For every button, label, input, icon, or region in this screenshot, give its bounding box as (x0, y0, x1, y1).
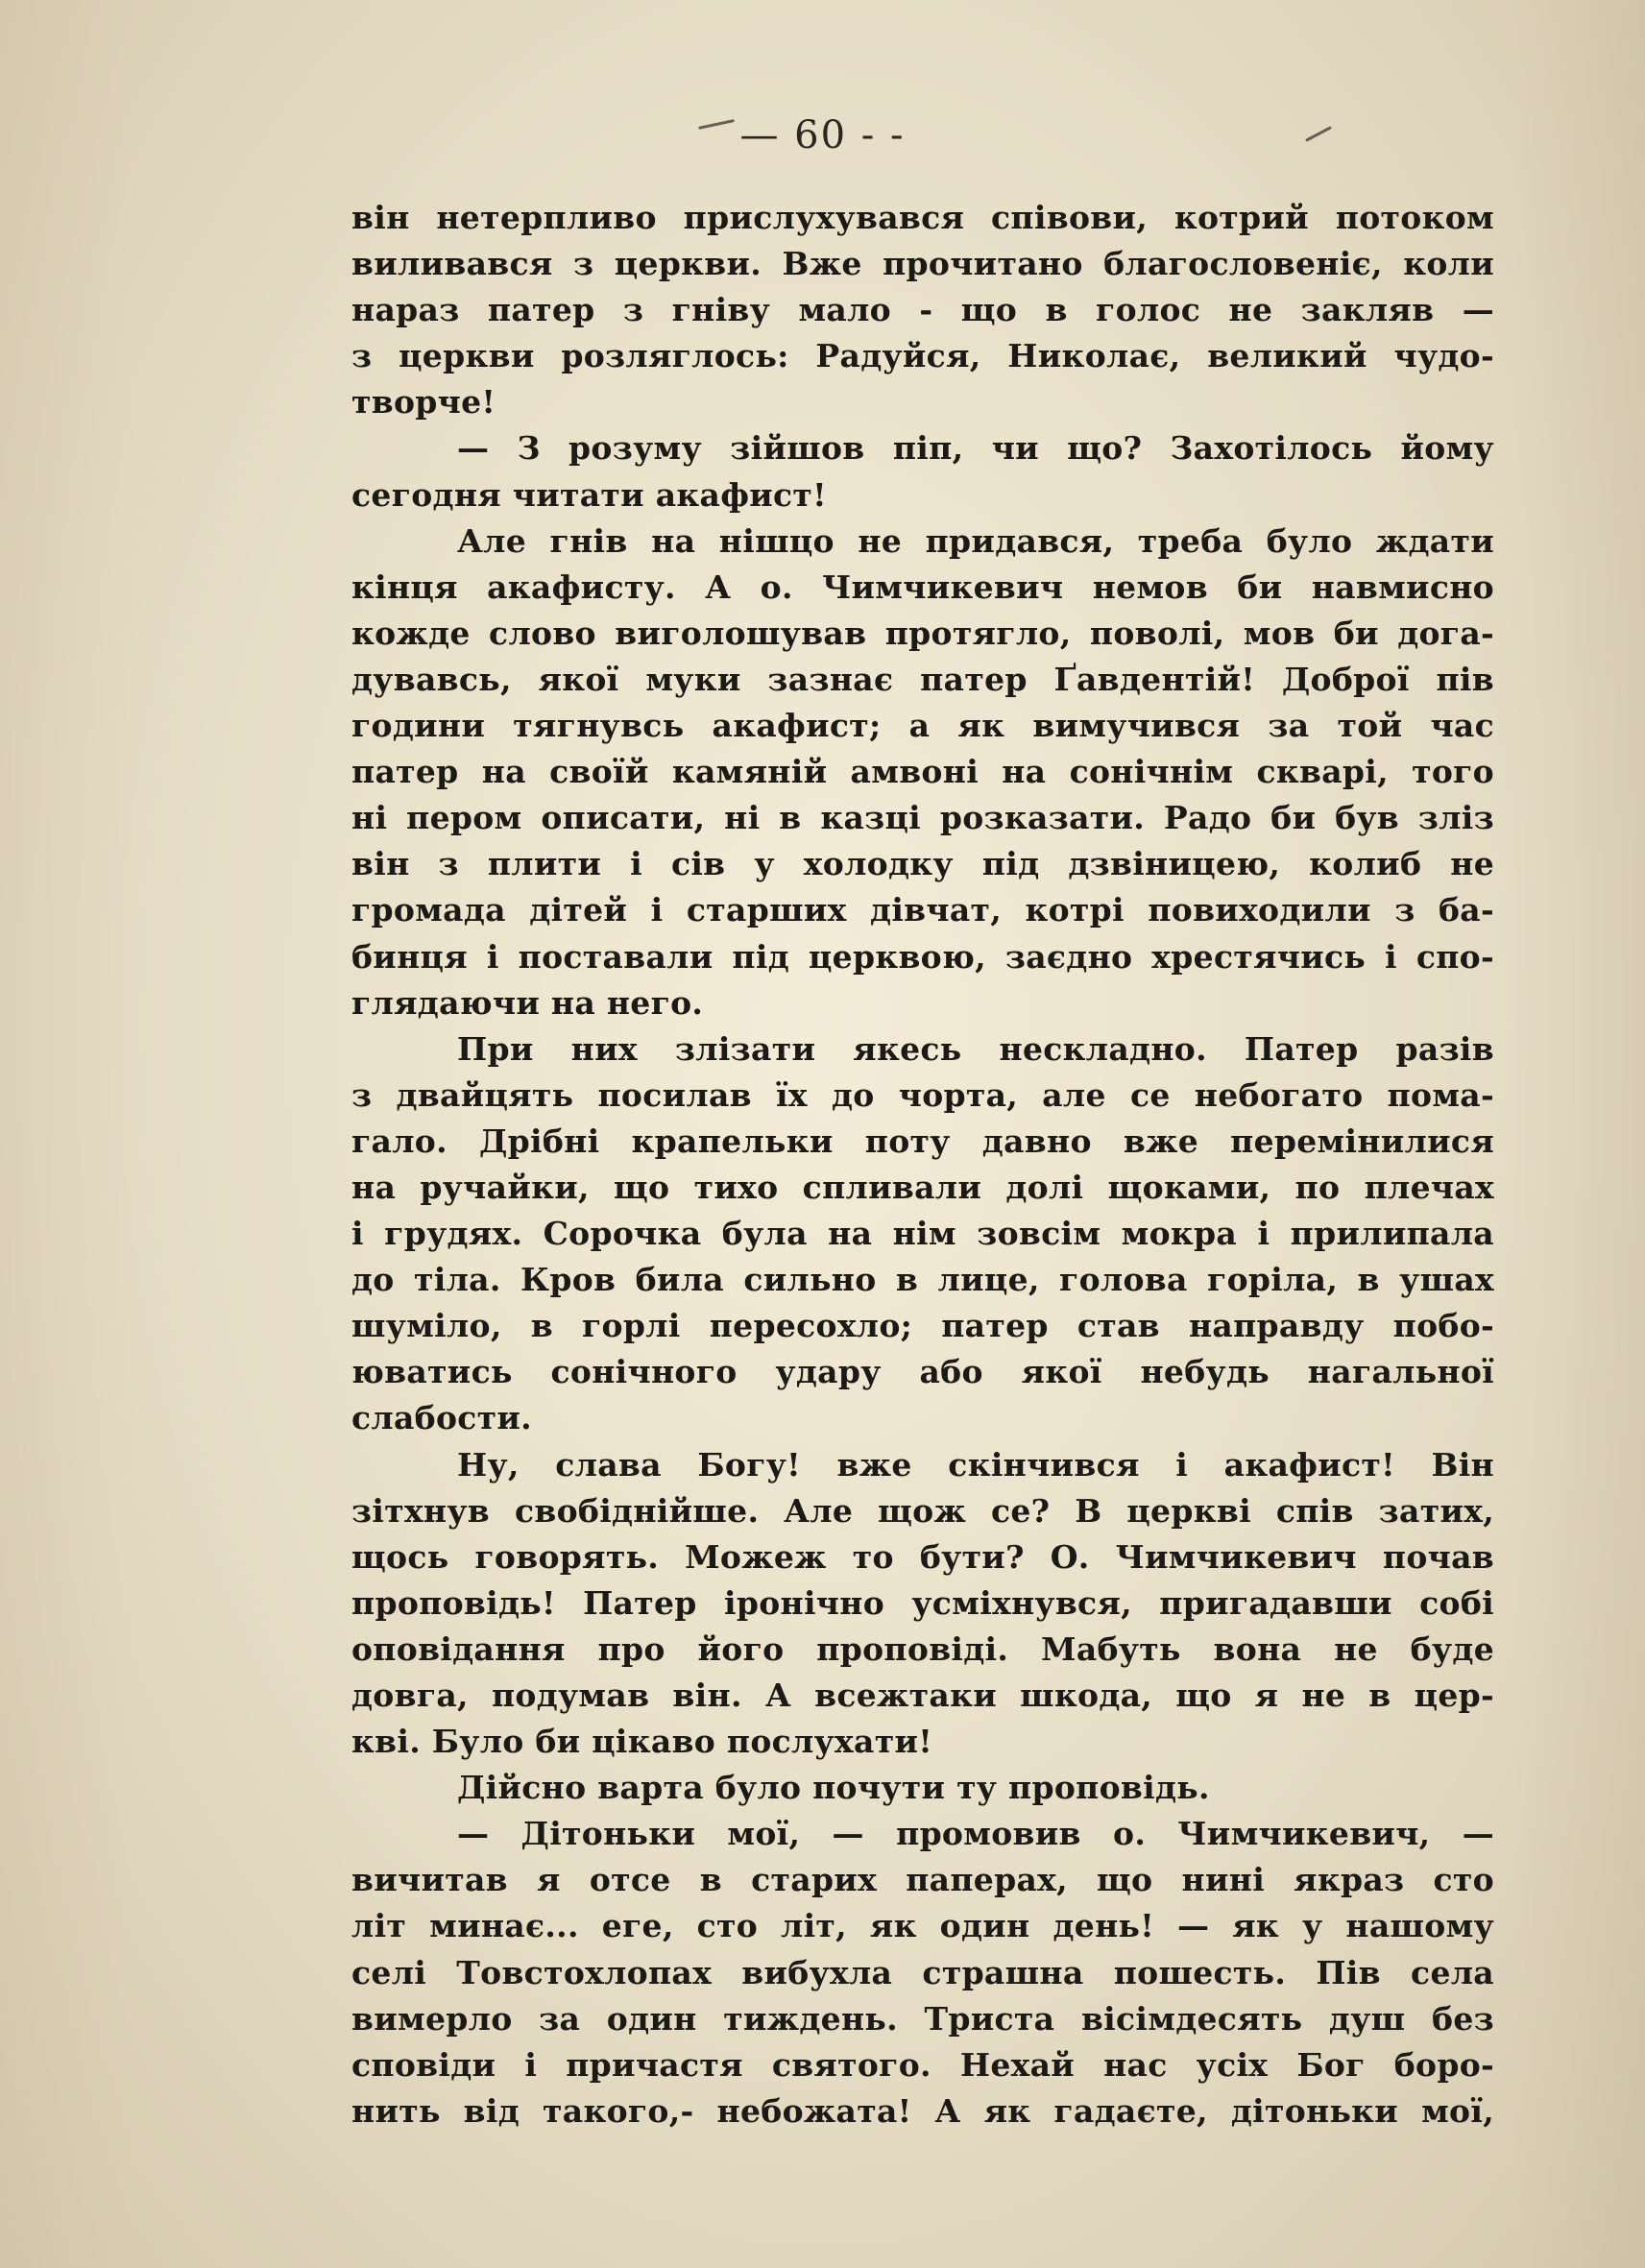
text-line: з церкви розляглось: Радуйся, Николає, великий чудо- (351, 337, 1494, 375)
text-line: бинця і поставали під церквою, заєдно хрестячись і спо- (351, 937, 1494, 976)
text-line: кві. Було би цікаво послухати! (351, 1723, 933, 1761)
text-line: нить від такого,- небожата! А як гадаєте, дітоньки мої, (351, 2091, 1494, 2130)
text-line: Але гнів на нішцо не придався, треба було ждати (457, 521, 1494, 560)
text-line: він нетерпливо прислухувався співови, котрий потоком (351, 199, 1494, 236)
text-line: на ручайки, що тихо спливали долі щоками, по плечах (351, 1168, 1494, 1206)
text-line: Дійсно варта було почути ту проповідь. (457, 1769, 1210, 1807)
page-number: — 60 - - (739, 113, 906, 157)
text-line: творче! (351, 383, 496, 422)
text-line: до тіла. Кров била сильно в лице, голова горіла, в ушах (351, 1261, 1494, 1299)
text-line: вимерло за один тиждень. Триста вісімдесять душ без (351, 1999, 1494, 2038)
text-line: слабости. (351, 1399, 532, 1437)
text-line: і грудях. Сорочка була на нім зовсім мокра і прилипала (351, 1215, 1494, 1253)
text-line: довга, подумав він. А всежтаки шкода, що я не в цер- (351, 1677, 1494, 1714)
text-line: Ну, слава Богу! вже скінчився і акафист! Він (457, 1445, 1494, 1484)
text-line: сповіди і причастя святого. Нехай нас усіх Бог боро- (351, 2045, 1494, 2084)
text-line: патер на своїй камяній амвоні на сонічнім скварі, того (351, 753, 1494, 791)
text-line: проповідь! Патер іронічно усміхнувся, пригадавши собі (351, 1583, 1494, 1622)
text-line: нараз патер з гніву мало - що в голос не закляв — (351, 291, 1494, 329)
body-text (351, 195, 1494, 2135)
text-line: юватись сонічного удару або якої небудь нагальної (351, 1353, 1494, 1391)
text-line: — З розуму зійшов піп, чи що? Захотілось йому (457, 429, 1494, 468)
text-line: громада дітей і старших дівчат, котрі повиходили з ба- (351, 891, 1494, 929)
text-line: години тягнувсь акафист; а як вимучився за той час (351, 707, 1494, 745)
text-line: селі Товстохлопах вибухла страшна пошесть. Пів села (351, 1953, 1494, 1991)
text-line: гало. Дрібні крапельки поту давно вже перемінилися (351, 1122, 1494, 1160)
text-line: дувавсь, якої муки зазнає патер Ґавдентій! Доброї пів (351, 660, 1494, 698)
text-line: щось говорять. Можеж то бути? О. Чимчикевич почав (351, 1537, 1494, 1576)
text-line: він з плити і сів у холодку під дзвіницею, колиб не (351, 845, 1494, 883)
text-line: з двайцять посилав їх до чорта, але се небогато пома- (351, 1075, 1494, 1114)
text-line: глядаючи на него. (351, 983, 704, 1022)
text-line: кожде слово виголошував протягло, поволі, мов би дога- (351, 614, 1494, 652)
text-line: При них злізати якесь нескладно. Патер разів (457, 1029, 1494, 1068)
text-line: вичитав я отсе в старих паперах, що нині якраз сто (351, 1861, 1494, 1899)
text-line: кінця акафисту. А о. Чимчикевич немов би навмисно (351, 567, 1494, 606)
text-line: сегодня читати акафист! (351, 475, 827, 514)
text-line: шуміло, в горлі пересохло; патер став направду побо- (351, 1307, 1494, 1345)
text-line: ні пером описати, ні в казці розказати. Радо би був зліз (351, 799, 1494, 837)
text-line: зітхнув свобіднійше. Але щож се? В церкві спів затих, (351, 1491, 1494, 1530)
text-line: виливався з церкви. Вже прочитано благословеніє, коли (351, 245, 1494, 283)
text-line: літ минає... еге, сто літ, як один день! — як у нашому (351, 1907, 1494, 1945)
text-line: оповідання про його проповіді. Мабуть вона не буде (351, 1629, 1494, 1668)
text-line: — Дітоньки мої, — промовив о. Чимчикевич, — (457, 1815, 1494, 1853)
